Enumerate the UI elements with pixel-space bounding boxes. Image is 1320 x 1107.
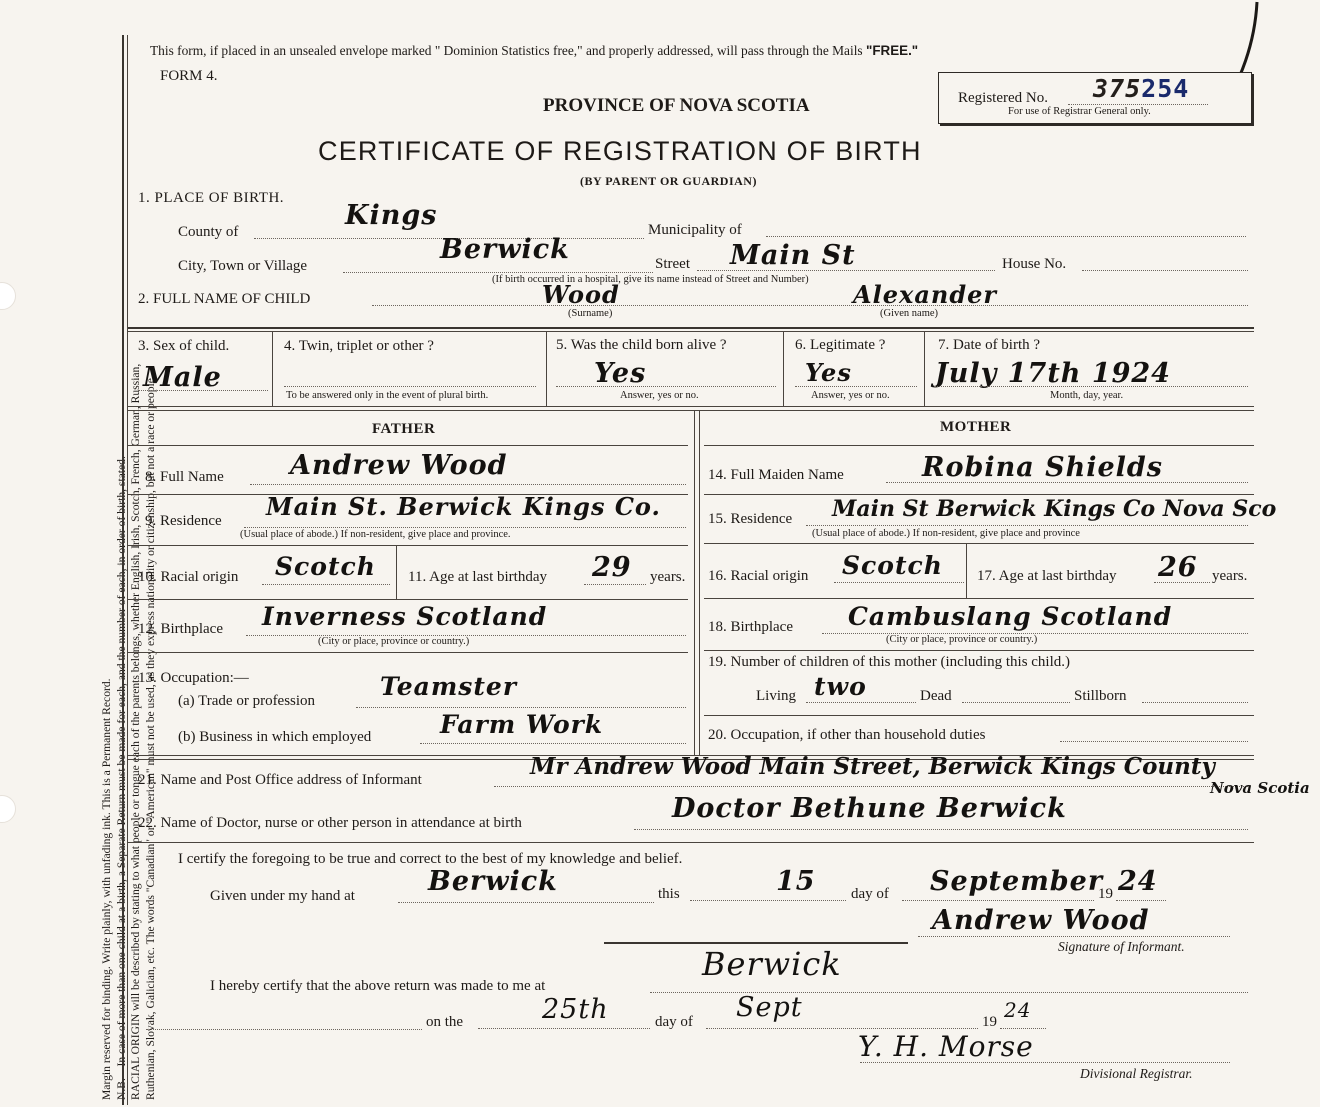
mother-name-label: 14. Full Maiden Name xyxy=(708,467,844,483)
year-prefix: 19 xyxy=(1098,886,1113,902)
child-surname-value: Wood xyxy=(542,280,620,309)
binding-rule xyxy=(122,35,124,1105)
registered-note: For use of Registrar General only. xyxy=(1008,106,1151,117)
father-age-unit: years. xyxy=(650,569,686,585)
municipality-label: Municipality of xyxy=(648,222,742,238)
registrar-signature-label: Divisional Registrar. xyxy=(1080,1066,1193,1081)
father-trade-label: (a) Trade or profession xyxy=(178,693,316,709)
street-label: Street xyxy=(655,256,690,272)
registrar-statement: I hereby certify that the above return was made to me at xyxy=(210,978,546,994)
registered-label: Registered No. xyxy=(958,90,1048,106)
mother-birthplace-label: 18. Birthplace xyxy=(708,619,793,635)
registrar-signature: Y. H. Morse xyxy=(858,1030,1034,1063)
legitimate-label: 6. Legitimate ? xyxy=(795,337,886,353)
living-value: two xyxy=(814,672,867,701)
page-subtitle: (BY PARENT OR GUARDIAN) xyxy=(580,174,757,188)
dob-value: July 17th 1924 xyxy=(935,358,1171,389)
father-trade-value: Teamster xyxy=(380,672,517,701)
registrar-place-value: Berwick xyxy=(702,945,842,983)
mother-age-value: 26 xyxy=(1158,552,1198,583)
legitimate-note: Answer, yes or no. xyxy=(811,390,890,401)
sex-label: 3. Sex of child. xyxy=(138,338,230,354)
mother-heading: MOTHER xyxy=(940,419,1012,435)
legitimate-value: Yes xyxy=(805,358,852,387)
margin-notes xyxy=(100,10,158,1100)
father-occupation-label: 13. Occupation:— xyxy=(138,670,249,686)
father-residence-note: (Usual place of abode.) If non-resident, give place and province. xyxy=(240,529,511,540)
father-residence-value: Main St. Berwick Kings Co. xyxy=(266,492,661,521)
father-racial-value: Scotch xyxy=(275,552,376,581)
doctor-label: 22. Name of Doctor, nurse or other person in attendance at birth xyxy=(138,815,522,831)
mother-residence-value: Main St Berwick Kings Co Nova Sco xyxy=(832,496,1277,522)
informant-value: Mr Andrew Wood Main Street, Berwick Kings County xyxy=(530,753,1215,780)
surname-note: (Surname) xyxy=(568,308,613,319)
province-heading: PROVINCE OF NOVA SCOTIA xyxy=(543,95,810,116)
mother-name-value: Robina Shields xyxy=(922,452,1164,483)
father-age-value: 29 xyxy=(592,552,632,583)
page-title: CERTIFICATE OF REGISTRATION OF BIRTH xyxy=(318,136,922,166)
mother-birthplace-note: (City or place, province or country.) xyxy=(886,634,1038,645)
mother-racial-label: 16. Racial origin xyxy=(708,568,809,584)
registrar-year-prefix: 19 xyxy=(982,1014,997,1030)
father-business-label: (b) Business in which employed xyxy=(178,729,372,745)
this-label: this xyxy=(658,886,680,902)
given-name-note: (Given name) xyxy=(880,308,939,319)
house-label: House No. xyxy=(1002,256,1067,272)
given-place-value: Berwick xyxy=(428,866,558,897)
city-label: City, Town or Village xyxy=(178,258,308,274)
mother-age-unit: years. xyxy=(1212,568,1248,584)
father-name-value: Andrew Wood xyxy=(290,450,508,481)
mother-racial-value: Scotch xyxy=(842,551,943,580)
county-value: Kings xyxy=(345,200,438,231)
father-age-label: 11. Age at last birthday xyxy=(408,569,547,585)
mother-residence-label: 15. Residence xyxy=(708,511,793,527)
mother-age-label: 17. Age at last birthday xyxy=(977,568,1117,584)
father-heading: FATHER xyxy=(372,421,436,437)
doctor-value: Doctor Bethune Berwick xyxy=(672,793,1067,824)
registered-number: 375254 xyxy=(1093,74,1190,103)
child-given-value: Alexander xyxy=(853,280,998,309)
twin-label: 4. Twin, triplet or other ? xyxy=(284,338,434,354)
father-birthplace-value: Inverness Scotland xyxy=(262,602,548,631)
twin-note: To be answered only in the event of plural birth. xyxy=(286,390,489,401)
father-birthplace-note: (City or place, province or country.) xyxy=(318,636,470,647)
registrar-year-value: 24 xyxy=(1004,998,1032,1022)
registrar-day-value: 25th xyxy=(542,994,609,1025)
father-racial-label: 10. Racial origin xyxy=(138,569,239,585)
sex-value: Male xyxy=(143,362,222,393)
living-label: Living xyxy=(756,688,796,704)
registrar-day-of-label: day of xyxy=(655,1014,693,1030)
punch-hole-bottom xyxy=(0,795,16,823)
margin-note-plural-birth: N.B.—In case of more than one child at a birth, a Separate Return must be made for each, and the number of each, in order of birth, stated. xyxy=(114,456,128,1100)
father-name-label: 8. Full Name xyxy=(145,469,224,485)
punch-hole-top xyxy=(0,282,16,310)
given-label: Given under my hand at xyxy=(210,888,355,904)
street-value: Main St xyxy=(730,240,856,271)
father-residence-label: 9. Residence xyxy=(145,513,222,529)
child-name-label: 2. FULL NAME OF CHILD xyxy=(138,291,311,307)
father-birthplace-label: 12. Birthplace xyxy=(138,621,223,637)
stillborn-label: Stillborn xyxy=(1074,688,1127,704)
dob-note: Month, day, year. xyxy=(1050,390,1124,401)
alive-note: Answer, yes or no. xyxy=(620,390,699,401)
alive-value: Yes xyxy=(594,358,647,389)
father-business-value: Farm Work xyxy=(440,710,604,739)
mother-residence-note: (Usual place of abode.) If non-resident, give place and province xyxy=(812,528,1080,539)
month-value: September xyxy=(930,866,1104,897)
year-value: 24 xyxy=(1118,866,1158,897)
county-label: County of xyxy=(178,224,239,240)
dob-label: 7. Date of birth ? xyxy=(938,337,1041,353)
informant-label: 21. Name and Post Office address of Informant xyxy=(138,772,422,788)
margin-note-racial-origin: RACIAL ORIGIN will be described by stating to what people or tongue each of the parents belongs, whether English, Irish, Scotch, French, German, Russian, xyxy=(129,363,142,1100)
signature-label: Signature of Informant. xyxy=(1058,939,1185,954)
place-of-birth-heading: 1. PLACE OF BIRTH. xyxy=(138,190,285,206)
on-the-label: on the xyxy=(426,1014,464,1030)
mother-children-label: 19. Number of children of this mother (including this child.) xyxy=(708,654,1071,670)
postal-notice: This form, if placed in an unsealed envelope marked " Dominion Statistics free," and properly addressed, will pass through the Mails "FREE." xyxy=(150,43,919,58)
city-value: Berwick xyxy=(440,234,570,265)
day-of-label: day of xyxy=(851,886,889,902)
mother-birthplace-value: Cambuslang Scotland xyxy=(848,602,1173,631)
dead-label: Dead xyxy=(920,688,952,704)
informant-value-cont: Nova Scotia xyxy=(1210,779,1310,797)
margin-note-racial-origin-cont: Ruthenian, Slovak, Galician, etc. The words "Canadian" or "American" must not be used, as they express nationality or citizenship, but not a race or people. xyxy=(143,375,157,1100)
form-number: FORM 4. xyxy=(160,68,218,84)
alive-label: 5. Was the child born alive ? xyxy=(556,337,727,353)
certification-statement: I certify the foregoing to be true and correct to the best of my knowledge and belief. xyxy=(178,851,683,867)
hospital-note: (If birth occurred in a hospital, give its name instead of Street and Number) xyxy=(492,274,809,285)
margin-note-binding: Margin reserved for binding. Write plainly, with unfading ink. This is a Permanent Record. xyxy=(100,678,113,1100)
postal-free: "FREE." xyxy=(866,43,919,58)
day-value: 15 xyxy=(776,866,816,897)
informant-signature: Andrew Wood xyxy=(932,905,1150,936)
mother-occupation-label: 20. Occupation, if other than household duties xyxy=(708,727,986,743)
registrar-month-value: Sept xyxy=(736,992,803,1023)
